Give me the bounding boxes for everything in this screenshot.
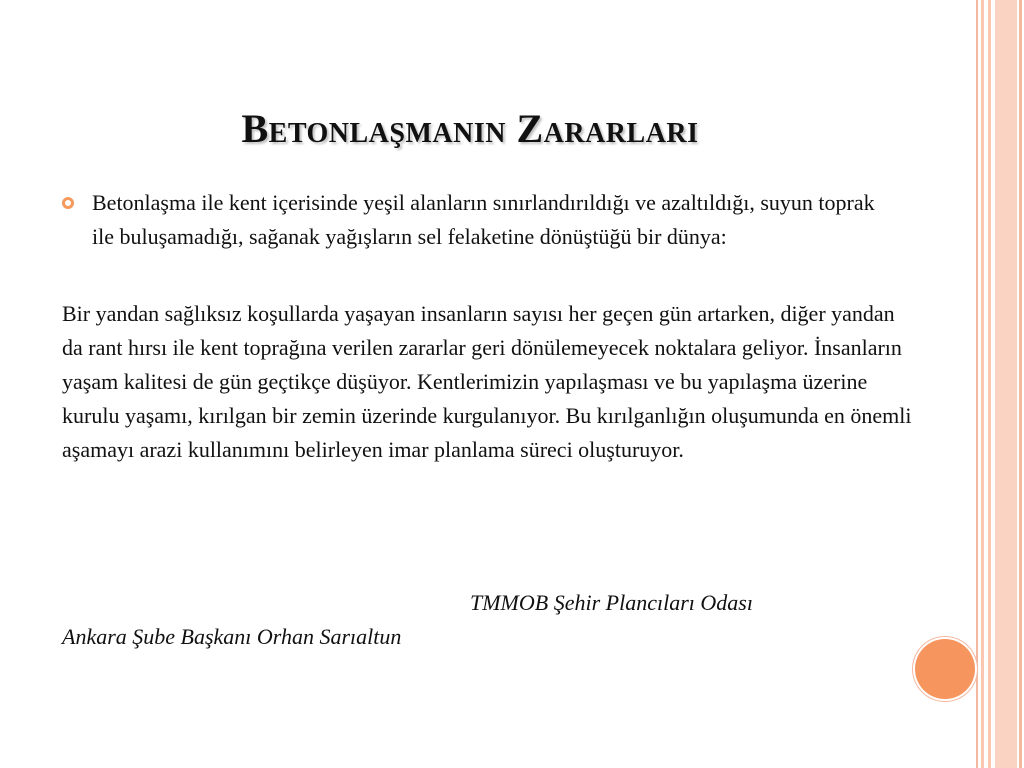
decorative-stripe (988, 0, 991, 768)
signature-organization: TMMOB Şehir Plancıları Odası (470, 590, 753, 615)
decorative-stripe (976, 0, 978, 768)
decorative-stripe (995, 0, 1017, 768)
signature-person: Ankara Şube Başkanı Orhan Sarıaltun (62, 624, 402, 649)
bullet-item (62, 186, 882, 254)
decorative-stripe (981, 0, 984, 768)
bullet-text: Betonlaşma ile kent içerisinde yeşil alanların sınırlandırıldığı ve azaltıldığı, suyun toprak ile buluşamadığı, sağanak yağışların sel felaketine dönüştüğü bir dünya: (92, 190, 875, 249)
slide-title: Betonlaşmanın Zararları (241, 106, 699, 151)
body-paragraph: Bir yandan sağlıksız koşullarda yaşayan insanların sayısı her geçen gün artarken, diğer yandan da rant hırsı ile kent toprağına verilen zararlar geri dönülemeyecek noktalara geliyor. İnsanların yaşam kalitesi de gün geçtikçe düşüyor. Kentlerimizin yapılaşması ve bu yapılaşma üzerine kurulu yaşamı, kırılgan bir zemin üzerinde kurgulanıyor. Bu kırılganlığın oluşumunda en önemli aşamayı arazi kullanımını belirleyen imar planlama süreci oluşturuyor. (62, 301, 912, 462)
bullet-icon (62, 197, 74, 209)
decorative-stripe (1019, 0, 1022, 768)
accent-circle (915, 639, 975, 699)
